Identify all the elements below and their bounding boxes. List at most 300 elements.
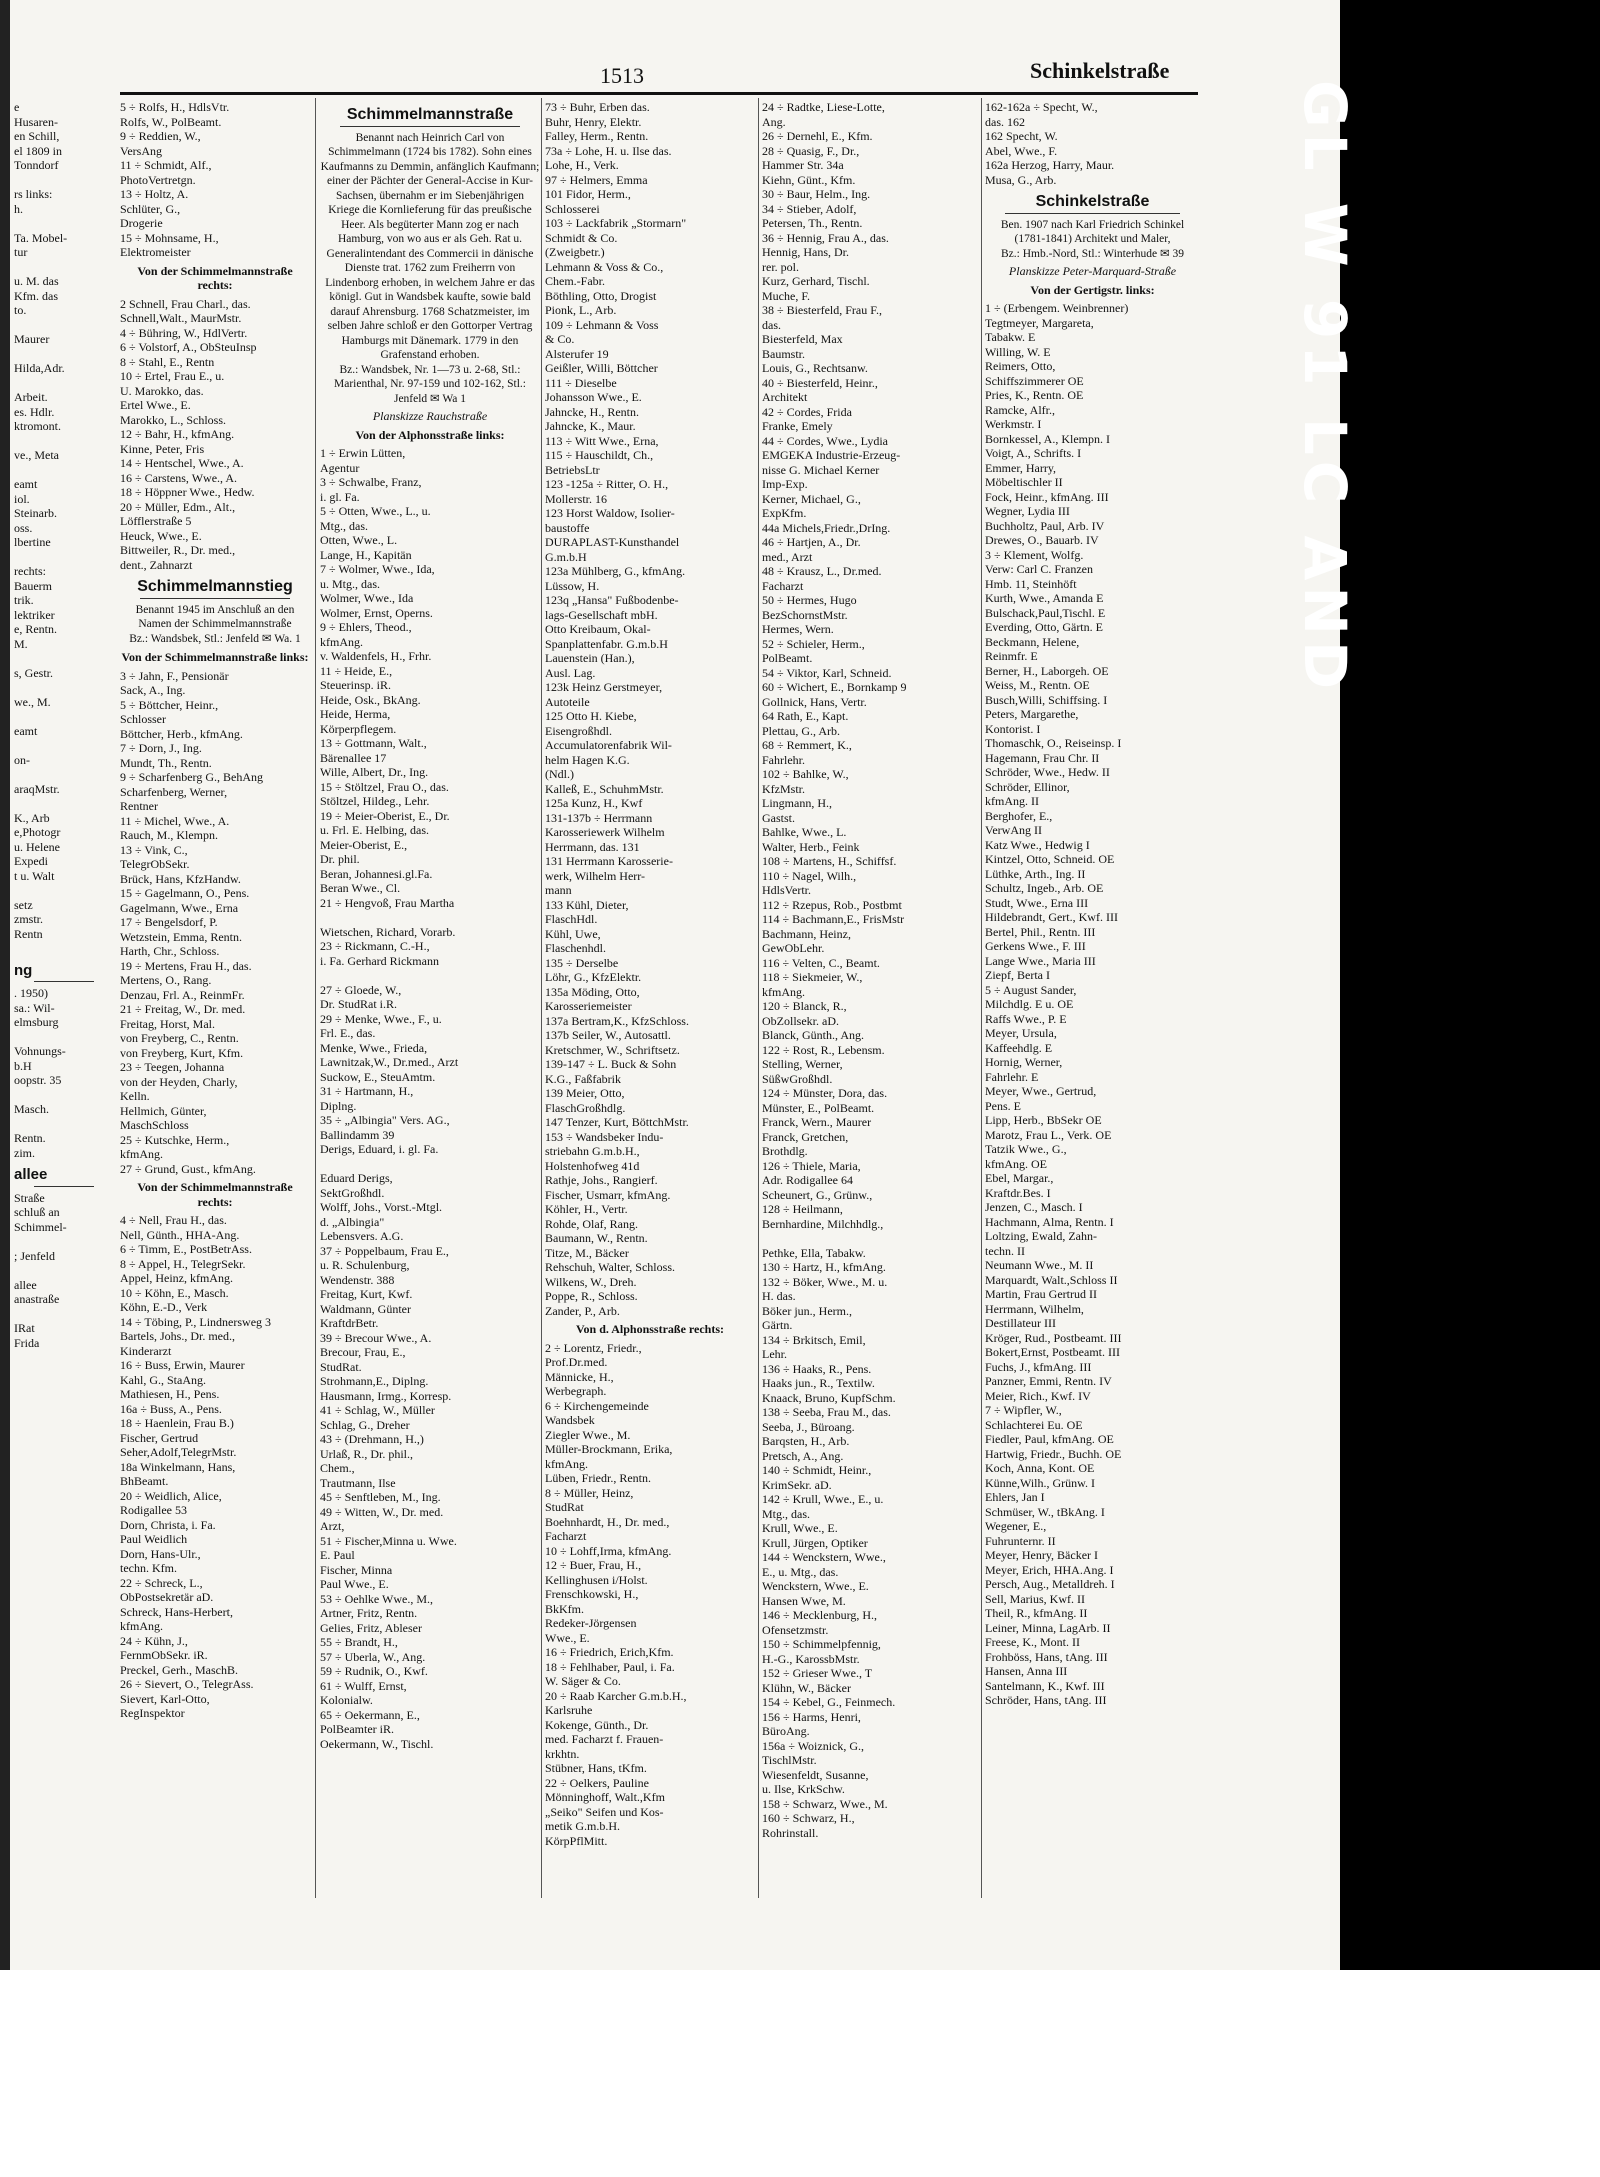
directory-entry: Bornkessel, A., Klempn. I [985,431,1110,446]
directory-entry: Scharfenberg, Werner, [120,784,228,799]
directory-entry: IRat [14,1321,35,1335]
directory-entry: Sack, A., Ing. [120,683,186,697]
directory-entry: Johansson Wwe., E. [545,390,642,404]
directory-entry: Rohde, Olaf, Rang. [545,1216,638,1231]
directory-entry: 14 ÷ Hentschel, Wwe., A. [120,456,244,470]
directory-entry: Lawnitzak,W., Dr.med., Arzt [320,1055,459,1069]
directory-entry: 3 ÷ Jahn, F., Pensionär [120,668,229,683]
directory-entry: Ziepf, Berta I [985,968,1050,982]
directory-entry: Kerner, Michael, G., [762,491,861,506]
directory-entry: Seher,Adolf,TelegrMstr. [120,1445,237,1459]
directory-entry: Marokko, L., Schloss. [120,412,226,427]
street-description: Benannt 1945 im Anschluß an den Namen der Schimmelmannstraße [135,603,295,630]
directory-entry: E., u. Mtg., das. [762,1564,839,1579]
directory-entry: Voigt, A., Schrifts. I [985,446,1082,460]
directory-entry: H.-G., KarossbMstr. [762,1651,860,1666]
directory-entry: 5 ÷ Rolfs, H., HdlsVtr. [120,100,230,114]
directory-entry: i. Fa. Gerhard Rickmann [320,953,439,968]
directory-entry: Drewes, O., Bauarb. IV [985,533,1099,547]
directory-entry: 154 ÷ Kebel, G., Feinmech. [762,1695,896,1709]
directory-entry: KrimSekr. aD. [762,1477,832,1492]
directory-entry: Baumstr. [762,346,806,361]
directory-entry: Krull, Wwe., E. [762,1521,838,1535]
directory-entry: 111 ÷ Dieselbe [545,375,617,390]
directory-entry: 23 ÷ Teegen, Johanna [120,1060,225,1074]
directory-entry: RegInspektor [120,1706,185,1720]
directory-entry: 64 Rath, E., Kapt. [762,709,849,723]
directory-entry: Peters, Margarethe, [985,707,1079,721]
directory-entry: kfmAng. II [985,794,1039,808]
directory-entry: ObZollsekr. aD. [762,1013,839,1028]
directory-entry: Mundt, Th., Rentn. [120,755,212,770]
directory-entry: Jahncke, K., Maur. [545,419,636,433]
directory-entry: 41 ÷ Schlag, W., Müller [320,1403,435,1417]
directory-entry: Eduard Derigs, [320,1171,393,1185]
directory-entry [14,738,114,753]
directory-entry: Hagemann, Frau Chr. II [985,750,1100,765]
directory-entry: Jahncke, H., Rentn. [545,404,639,419]
directory-entry: Nell, Günth., HHA-Ang. [120,1227,240,1242]
directory-entry: sa.: Wil- [14,1000,55,1015]
directory-entry: Drogerie [120,216,163,230]
directory-entry: 40 ÷ Biesterfeld, Heinr., [762,375,878,390]
directory-entry: Brecour, Frau, E., [320,1345,406,1359]
directory-entry: PolBeamter iR. [320,1722,394,1736]
directory-entry: Schlosserei [545,201,600,216]
directory-entry: Accumulatorenfabrik Wil- [545,738,672,752]
directory-entry: kfmAng. [120,1147,163,1161]
directory-entry: Koch, Anna, Kont. OE [985,1461,1095,1475]
directory-entry: s, Gestr. [14,665,53,680]
directory-entry: Hansen Wwe, M. [762,1593,846,1608]
directory-entry [14,680,114,695]
directory-entry: 23 ÷ Rickmann, C.-H., [320,939,430,953]
directory-entry: M. [14,636,28,651]
directory-entry: Lüthke, Arth., Ing. II [985,866,1086,881]
directory-entry: G.m.b.H [545,549,587,564]
directory-entry: Freitag, Horst, Mal. [120,1016,215,1031]
directory-entry: Hammer Str. 34a [762,158,844,172]
directory-entry: 30 ÷ Baur, Helm., Ing. [762,187,871,201]
directory-entry: Pionk, L., Arb. [545,303,617,317]
directory-entry: ve., Meta [14,448,59,462]
directory-entry [14,173,114,188]
directory-entry: 29 ÷ Menke, Wwe., F., u. [320,1011,442,1026]
directory-entry: 31 ÷ Hartmann, H., [320,1084,414,1098]
directory-entry: E. Paul [320,1548,355,1562]
directory-entry: Werbegraph. [545,1384,607,1398]
directory-entry: anastraße [14,1292,60,1306]
directory-entry: Diplng. [320,1098,357,1113]
directory-entry: 27 ÷ Grund, Gust., kfmAng. [120,1161,256,1176]
directory-entry: Wille, Albert, Dr., Ing. [320,765,429,779]
directory-entry: Meier-Oberist, E., [320,837,408,852]
page-number: 1513 [600,63,644,88]
directory-entry: Kröger, Rud., Postbeamt. III [985,1330,1122,1345]
street-description: Bz.: Wandsbek, Stl.: Jenfeld ✉ Wa. 1 [129,632,301,645]
directory-entry: Strohmann,E., Diplng. [320,1374,429,1388]
directory-entry: HdlsVertr. [762,883,811,897]
directory-entry: elmsburg [14,1015,59,1029]
directory-entry: Beckmann, Helene, [985,634,1080,649]
directory-entry: 11 ÷ Michel, Wwe., A. [120,813,230,828]
directory-entry: 138 ÷ Seeba, Frau M., das. [762,1405,891,1419]
directory-entry: 42 ÷ Cordes, Frida [762,404,852,419]
directory-entry: Barqsten, H., Arb. [762,1434,850,1448]
directory-entry: Wolmer, Wwe., Ida [320,591,414,605]
directory-entry: 19 ÷ Meier-Oberist, E., Dr. [320,808,450,823]
directory-entry: u. Frl. E. Helbing, das. [320,823,429,837]
directory-entry: 18a Winkelmann, Hans, [120,1459,236,1474]
directory-entry: en Schill, [14,129,60,143]
directory-entry: Paul Weidlich [120,1532,188,1546]
directory-entry: 8 ÷ Appel, H., TelegrSekr. [120,1256,246,1271]
directory-entry: Lipp, Herb., BbSekr OE [985,1113,1102,1127]
directory-entry: Beran Wwe., Cl. [320,881,401,895]
directory-entry: Stöltzel, Hildeg., Lehr. [320,794,430,808]
directory-entry: Petersen, Th., Rentn. [762,216,863,230]
directory-entry: Lehr. [762,1347,787,1361]
directory-entry: i. gl. Fa. [320,489,360,504]
directory-entry: araqMstr. [14,781,60,796]
directory-entry: Kaffeehdlg. E [985,1040,1053,1055]
directory-entry: Rentner [120,799,158,813]
directory-entry: Bachmann, Heinz, [762,926,851,941]
directory-entry: Elektromeister [120,245,191,259]
directory-entry: Münster, E., PolBeamt. [762,1100,875,1115]
directory-entry: 128 ÷ Heilmann, [762,1202,843,1216]
directory-entry: metik G.m.b.H. [545,1819,620,1833]
directory-entry: 122 ÷ Rost, R., Lebensm. [762,1042,885,1057]
directory-entry: Franck, Gretchen, [762,1129,849,1144]
directory-entry: setz [14,897,33,912]
directory-entry: Mollerstr. 16 [545,491,607,506]
directory-entry: lektriker [14,607,55,622]
directory-entry: 8 ÷ Stahl, E., Rentn [120,354,215,369]
directory-entry: Schreck, Hans-Herbert, [120,1604,233,1619]
directory-entry: 5 ÷ August Sander, [985,982,1077,997]
directory-entry: 11 ÷ Schmidt, Alf., [120,158,212,172]
directory-entry: krkhtn. [545,1746,580,1761]
directory-entry: Schlosser [120,712,166,726]
directory-entry: Wegner, Lydia III [985,504,1070,518]
directory-entry: d. „Albingia" [320,1214,385,1229]
directory-entry: Scheunert, G., Grünw., [762,1187,873,1202]
directory-entry: Autoteile [545,694,590,709]
directory-entry: 1 ÷ (Erbengem. Weinbrenner) [985,301,1129,315]
directory-entry: b.H [14,1058,32,1073]
directory-entry: Plettau, G., Arb. [762,723,840,738]
directory-entry: Otten, Wwe., L. [320,533,398,547]
column-5 [985,100,1200,1945]
directory-entry: Buhr, Henry, Elektr. [545,114,642,129]
directory-entry: (Ndl.) [545,767,574,781]
directory-entry: Denzau, Frl. A., ReinmFr. [120,987,245,1002]
directory-entry: 162-162a ÷ Specht, W., [985,100,1098,114]
directory-entry: ; Jenfeld [14,1248,55,1263]
directory-entry: Berner, H., Laborgeh. OE [985,663,1109,678]
directory-entry: zim. [14,1145,35,1160]
directory-entry: von Freyberg, C., Rentn. [120,1031,239,1045]
directory-entry [14,1307,114,1322]
directory-entry: u. Ilse, KrkSchw. [762,1782,845,1796]
directory-entry: eamt [14,477,38,491]
directory-entry: Hornig, Werner, [985,1055,1063,1069]
directory-entry: 49 ÷ Witten, W., Dr. med. [320,1504,444,1519]
directory-entry: 137b Seiler, W., Autosattl. [545,1028,671,1042]
directory-entry: Knaack, Bruno, KupfSchm. [762,1390,896,1405]
directory-entry: Mertens, O., Rang. [120,973,212,987]
directory-entry: Hilda,Adr. [14,361,65,375]
directory-entry: Musa, G., Arb. [985,172,1057,187]
directory-entry: 132 ÷ Böker, Wwe., M. u. [762,1274,888,1289]
directory-entry: Studt, Wwe., Erna III [985,895,1089,910]
directory-entry: kfmAng. [320,634,363,649]
directory-entry: Walter, Herb., Feink [762,839,860,854]
directory-entry: 137a Bertram,K., KfzSchloss. [545,1013,689,1028]
directory-entry: Menke, Wwe., Frieda, [320,1040,428,1055]
directory-entry: von der Heyden, Charly, [120,1074,238,1089]
directory-entry: Köhn, E.-D., Verk [120,1300,208,1314]
directory-entry: Loltzing, Ewald, Zahn- [985,1229,1097,1243]
directory-entry: 44a Michels,Friedr.,DrIng. [762,520,891,535]
directory-entry: Husaren- [14,114,58,129]
directory-entry: dent., Zahnarzt [120,557,193,572]
directory-entry: Fischer, Minna [320,1562,393,1577]
directory-entry: kfmAng. [120,1619,163,1633]
directory-entry: Arzt, [320,1519,345,1533]
directory-entry: 22 ÷ Schreck, L., [120,1575,203,1590]
directory-entry: Karosseriewerk Wilhelm [545,825,665,839]
column-divider [541,98,542,1898]
directory-entry: Fock, Heinr., kfmAng. III [985,489,1109,504]
directory-entry: & Co. [545,332,575,346]
directory-entry: 61 ÷ Wulff, Ernst, [320,1678,407,1693]
directory-entry [14,216,114,231]
directory-entry: 142 ÷ Krull, Wwe., E., u. [762,1492,884,1506]
directory-entry: 24 ÷ Kühn, J., [120,1633,188,1648]
directory-entry: Trautmann, Ilse [320,1475,396,1490]
directory-entry: Schlachterei Eu. OE [985,1417,1083,1432]
directory-entry: techn. Kfm. [120,1561,177,1575]
directory-entry: Reimers, Otto, [985,359,1056,373]
directory-entry: Prof.Dr.med. [545,1355,608,1369]
directory-entry: 38 ÷ Biesterfeld, Frau F., [762,303,882,317]
directory-entry: Schröder, Hans, tAng. III [985,1693,1107,1707]
directory-entry: Mathiesen, H., Pens. [120,1387,220,1401]
directory-entry: Hausmann, Irmg., Korresp. [320,1388,452,1403]
directory-entry: Fuhrunternr. II [985,1533,1056,1548]
directory-entry: 144 ÷ Wenckstern, Wwe., [762,1550,886,1564]
directory-entry: kfmAng. [545,1456,588,1471]
directory-entry: Karlsruhe [545,1703,593,1717]
street-description: Ben. 1907 nach Karl Friedrich Schinkel (1781-1841) Architekt und Maler, [1000,218,1185,245]
directory-entry: Kolonialw. [320,1693,373,1707]
directory-entry: 22 ÷ Oelkers, Pauline [545,1775,649,1790]
directory-entry: Löhr, G., KfzElektr. [545,970,642,984]
directory-entry: Dorn, Hans-Ulr., [120,1546,201,1561]
directory-entry: 16 ÷ Carstens, Wwe., A. [120,470,238,485]
directory-entry [14,1030,114,1045]
directory-entry: we., M. [14,694,51,709]
directory-entry: Herrmann, das. 131 [545,839,640,854]
directory-entry: Ta. Mobel- [14,230,68,245]
directory-entry: helm Hagen K.G. [545,752,630,767]
directory-entry: Gelies, Fritz, Ableser [320,1620,422,1635]
directory-entry: Oekermann, W., Tischl. [320,1736,434,1751]
directory-entry: mann [545,883,572,897]
directory-entry: Meyer, Wwe., Gertrud, [985,1084,1097,1098]
directory-entry: 139-147 ÷ L. Buck & Sohn [545,1057,677,1071]
header-rule [120,92,1198,95]
directory-entry [14,434,114,449]
directory-entry: Preckel, Gerh., MaschB. [120,1662,238,1677]
directory-entry: Lauenstein (Han.), [545,651,635,665]
directory-entry: 140 ÷ Schmidt, Heinr., [762,1463,872,1477]
directory-entry: Agentur [320,460,360,475]
directory-entry: Kahl, G., StaAng. [120,1372,206,1387]
directory-entry: 9 ÷ Ehlers, Theod., [320,620,412,634]
directory-entry: Redeker-Jörgensen [545,1616,637,1630]
directory-entry: med., Arzt [762,549,813,564]
directory-entry: Männicke, H., [545,1369,614,1384]
directory-entry: TischlMstr. [762,1753,817,1767]
directory-entry: Berghofer, E., [985,808,1053,823]
directory-entry: Jenzen, C., Masch. I [985,1200,1083,1214]
directory-entry: Fahrlehr. E [985,1069,1039,1084]
directory-entry: Abel, Wwe., F. [985,143,1058,158]
directory-entry: Kretschmer, W., Schriftsetz. [545,1042,680,1057]
column-0 [14,100,114,1945]
directory-entry: K.G., Faßfabrik [545,1071,621,1086]
directory-entry: Beran, Johannesi.gl.Fa. [320,866,433,881]
directory-entry: 57 ÷ Uberla, W., Ang. [320,1649,426,1664]
directory-entry: 123a Mühlberg, G., kfmAng. [545,564,686,578]
directory-entry: 116 ÷ Velten, C., Beamt. [762,955,880,970]
directory-entry: 24 ÷ Radtke, Liese-Lotte, [762,100,885,114]
directory-entry: 162 Specht, W. [985,129,1058,143]
directory-entry: Holstenhofweg 41d [545,1158,640,1173]
directory-entry [14,376,114,391]
directory-entry: 125 Otto H. Kiebe, [545,709,637,723]
directory-entry [320,910,540,925]
directory-entry: Eisengroßhdl. [545,723,612,738]
directory-entry: Lingmann, H., [762,796,832,810]
directory-entry: kfmAng. [762,984,805,999]
plan-reference: Planskizze Peter-Marquard-Straße [1008,264,1177,278]
directory-entry: u. Helene [14,839,60,854]
directory-entry: Ertel Wwe., E. [120,398,191,412]
directory-entry: FlaschHdl. [545,912,598,926]
directory-entry [14,1088,114,1103]
directory-entry: Kinderarzt [120,1343,172,1358]
column-divider [315,98,316,1898]
directory-entry: 108 ÷ Martens, H., Schiffsf. [762,854,897,868]
directory-entry: das. 162 [985,114,1025,129]
directory-entry: oss. [14,520,33,535]
directory-entry: Hennig, Hans, Dr. [762,245,849,259]
directory-entry: Tonndorf [14,158,59,172]
street-heading: Schinkelstraße [985,195,1200,214]
directory-entry: Meyer, Henry, Bäcker I [985,1548,1099,1562]
directory-entry: Masch. [14,1102,49,1116]
column-1 [120,100,310,1945]
directory-entry: rechts: [14,564,46,578]
directory-entry: 152 ÷ Grieser Wwe., T [762,1666,873,1680]
directory-entry: 13 ÷ Gottmann, Walt., [320,736,427,750]
directory-entry: allee [14,1277,37,1292]
directory-entry: 125a Kunz, H., Kwf [545,796,643,810]
directory-entry: Mtg., das. [320,518,368,533]
directory-entry: Bittweiler, R., Dr. med., [120,543,236,557]
directory-entry: rs links: [14,187,53,201]
directory-entry: DURAPLAST-Kunsthandel [545,535,680,549]
directory-entry: u. R. Schulenburg, [320,1258,410,1272]
directory-entry: iol. [14,491,30,506]
directory-entry: Poppe, R., Schloss. [545,1289,638,1303]
directory-entry: StudRat [545,1500,584,1514]
directory-entry: Kurth, Wwe., Amanda E [985,591,1104,605]
directory-entry: Schmidt & Co. [545,230,618,245]
directory-entry [320,1157,540,1172]
directory-entry: Rauch, M., Klempn. [120,828,218,842]
directory-entry: Lohe, H., Verk. [545,158,619,172]
directory-entry: Bertel, Phil., Rentn. III [985,924,1096,939]
directory-entry: Lange, H., Kapitän [320,547,412,562]
directory-entry: 9 ÷ Scharfenberg G., BehAng [120,770,263,784]
directory-entry: Louis, G., Rechtsanw. [762,361,868,375]
directory-entry [14,318,114,333]
directory-entry: Tabakw. E [985,330,1036,344]
directory-entry: Kühl, Uwe, [545,926,601,941]
directory-entry: 146 ÷ Mecklenburg, H., [762,1608,878,1622]
directory-entry: Gerkens Wwe., F. III [985,939,1086,953]
directory-entry: Martin, Frau Gertrud II [985,1287,1097,1301]
directory-entry: Stübner, Hans, tKfm. [545,1761,647,1775]
directory-entry: Mönninghoff, Walt.,Kfm [545,1790,665,1804]
directory-entry: Klühn, W., Bäcker [762,1680,851,1695]
directory-entry [14,260,114,275]
directory-entry: 6 ÷ Kirchengemeinde [545,1398,649,1413]
directory-entry: e [14,100,20,114]
directory-entry: Kfm. das [14,288,58,303]
directory-entry: 7 ÷ Wipfler, W., [985,1403,1062,1417]
directory-entry: Heide, Herma, [320,707,391,721]
directory-entry: Wenckstern, Wwe., E. [762,1579,869,1593]
directory-entry: Facharzt [762,578,804,593]
directory-entry: Hellmich, Günter, [120,1103,207,1118]
directory-entry: 16a ÷ Buss, A., Pens. [120,1401,222,1416]
directory-entry: Tatzik Wwe., G., [985,1142,1067,1156]
section-label: Von der Alphonsstraße links: [355,427,505,442]
directory-entry: Ramcke, Alfr., [985,402,1055,417]
directory-entry: 123 -125a ÷ Ritter, O. H., [545,477,669,491]
directory-entry: Boehnhardt, H., Dr. med., [545,1514,670,1529]
directory-entry: U. Marokko, das. [120,383,204,398]
directory-entry: 73 ÷ Buhr, Erben das. [545,100,650,114]
directory-entry: 118 ÷ Siekmeier, W., [762,970,863,984]
directory-entry: 103 ÷ Lackfabrik „Stormarn" [545,216,687,230]
directory-entry: Baumann, W., Rentn. [545,1231,648,1245]
directory-entry: 46 ÷ Hartjen, A., Dr. [762,535,861,549]
directory-entry: FlaschGroßhdlg. [545,1100,626,1115]
column-4 [762,100,977,1945]
directory-entry: Verw: Carl C. Franzen [985,562,1093,576]
directory-entry: 120 ÷ Blanck, R., [762,999,847,1013]
directory-entry: 44 ÷ Cordes, Wwe., Lydia [762,433,889,448]
directory-entry: Gärtn. [762,1318,793,1332]
directory-entry: 3 ÷ Schwalbe, Franz, [320,475,422,489]
